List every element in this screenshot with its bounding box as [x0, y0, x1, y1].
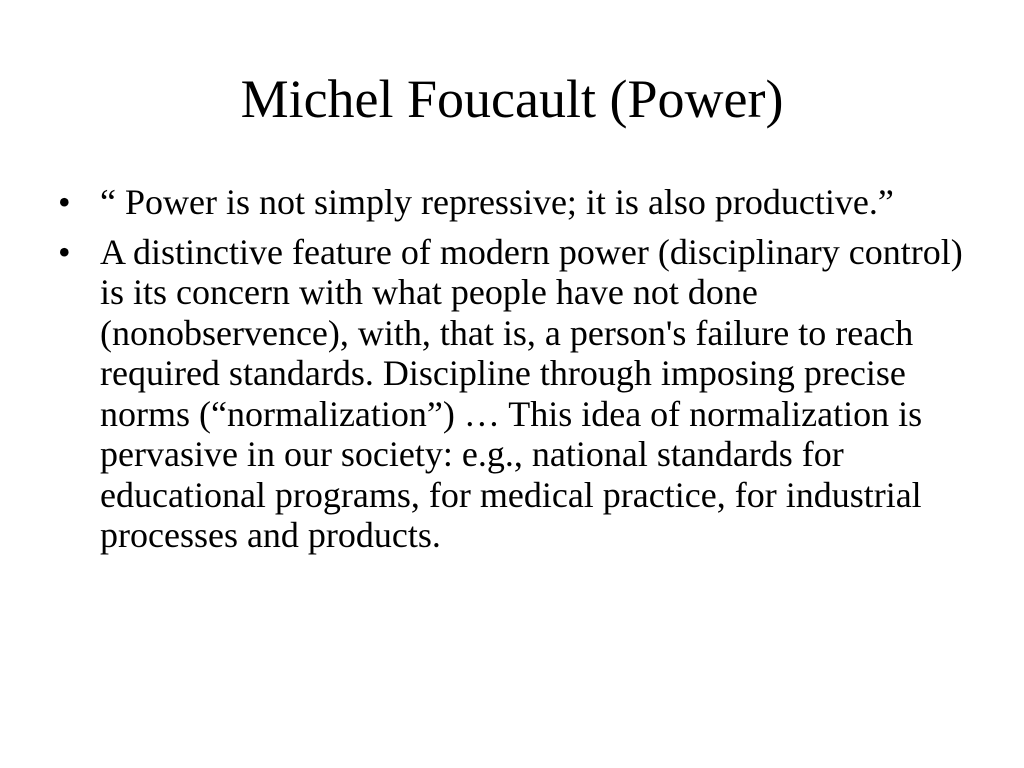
slide-title: Michel Foucault (Power) — [240, 69, 784, 129]
bullet-item-2 — [58, 232, 978, 556]
bullet-list — [58, 182, 978, 565]
bullet-text-2: A distinctive feature of modern power (disciplinary control) is its concern with what people have not done (nonobservence), with, that is, a person's failure to reach required standards. Discipline through imposing precise norms (“normalization”) … This idea of normalization is pervasive in our society: e.g., national standards for educational programs, for medical practice, for industrial processes and products. — [100, 231, 963, 555]
bullet-text-1: “ Power is not simply repressive; it is also productive.” — [100, 182, 894, 222]
bullet-icon: • — [58, 231, 71, 272]
bullet-item-1 — [58, 182, 978, 223]
bullet-icon: • — [58, 182, 71, 222]
